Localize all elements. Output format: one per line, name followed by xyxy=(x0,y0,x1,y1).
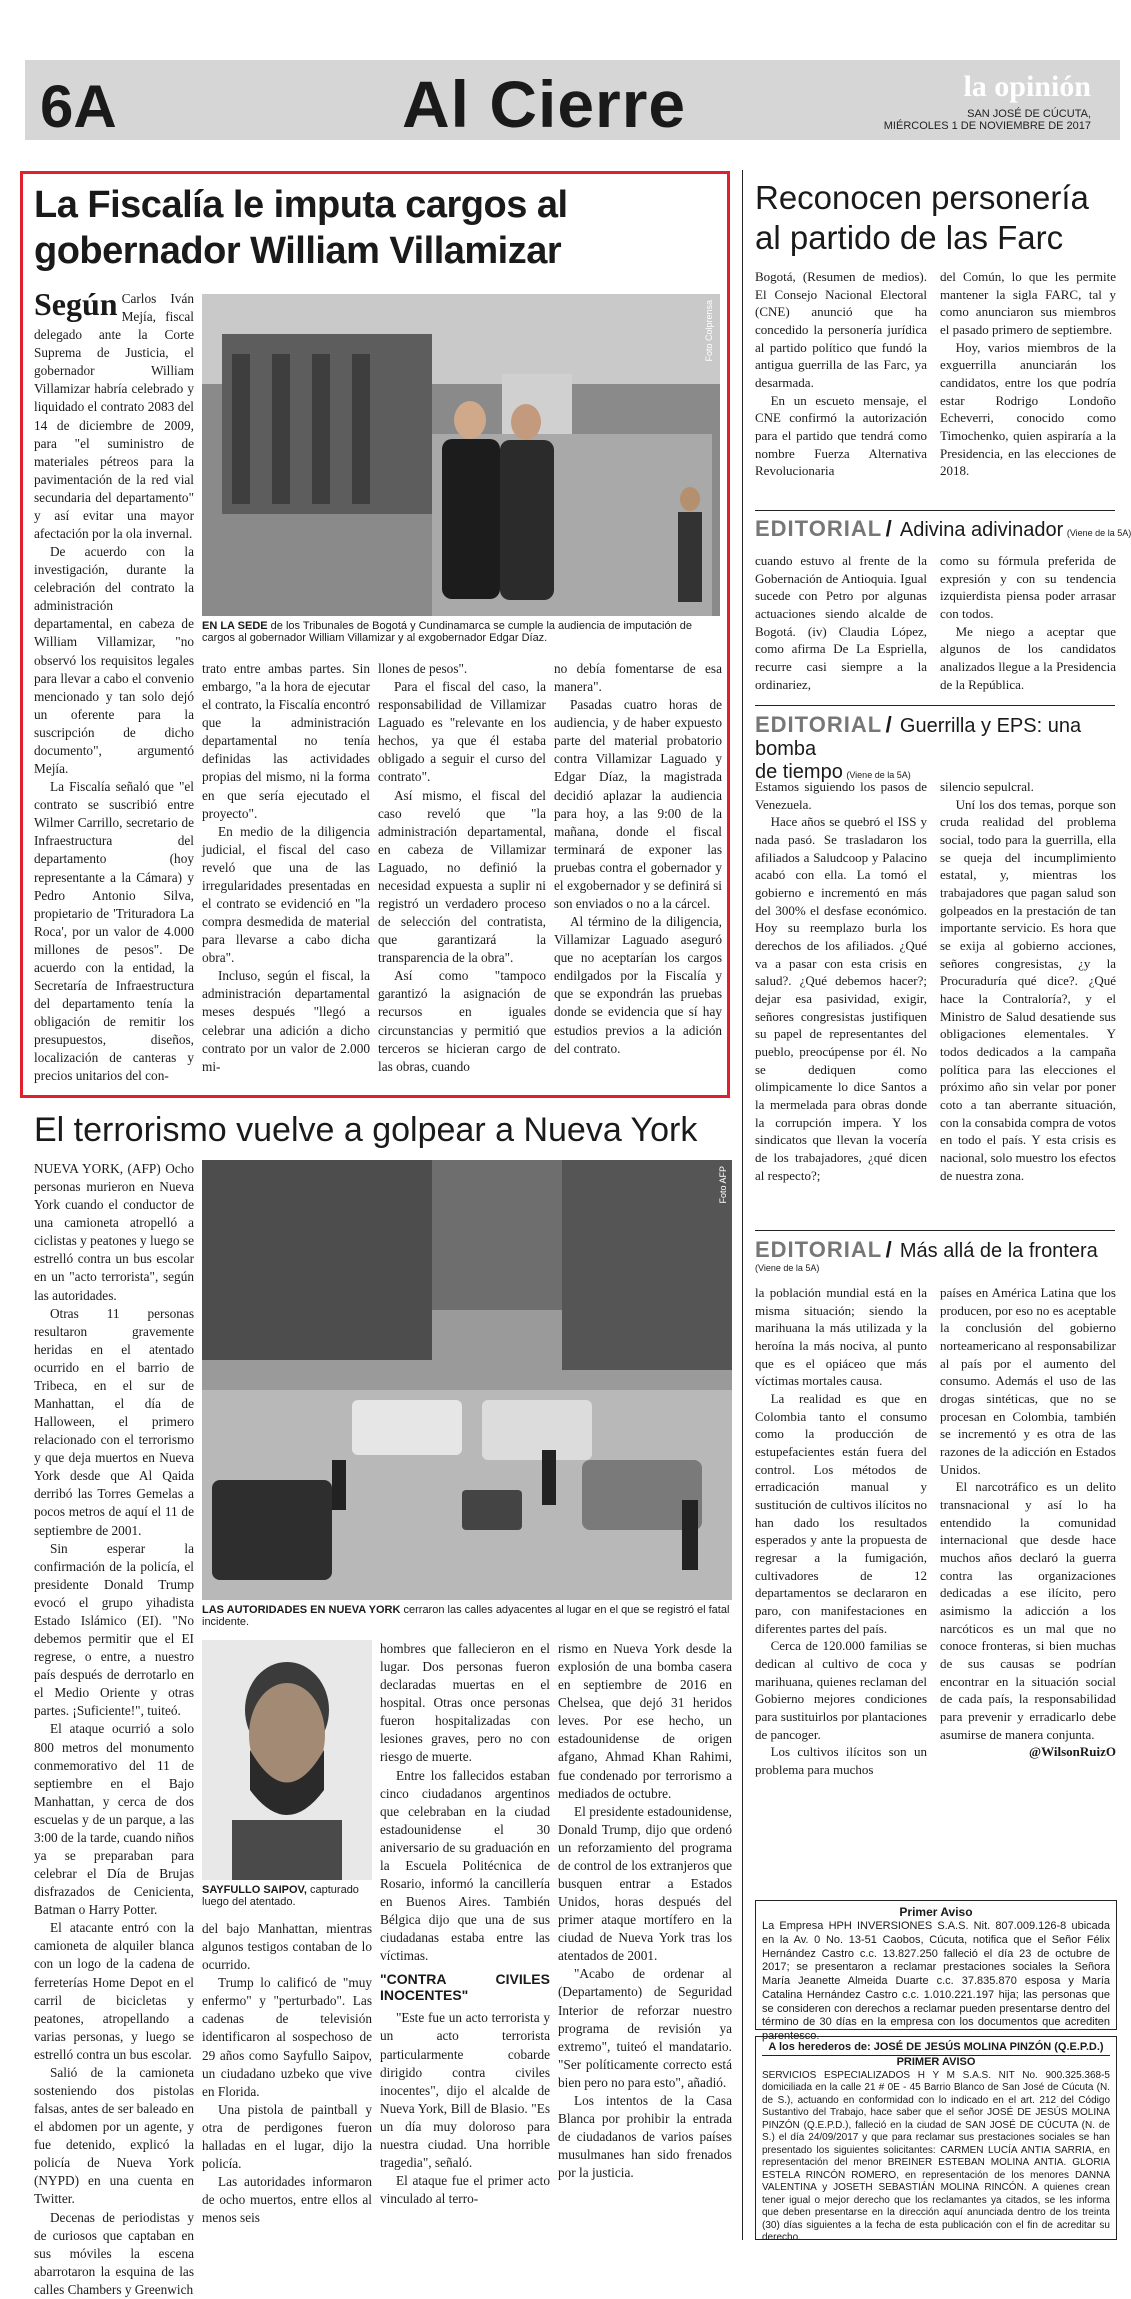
portrait-caption-bold: SAYFULLO SAIPOV, xyxy=(202,1884,307,1896)
lead-column-4 xyxy=(554,660,722,1058)
ed1-col2-para-2: Me niego a aceptar que algunos de los candidatos analizados llegue a la Presidencia de la República. xyxy=(940,623,1116,692)
ed3-col1-text: la población mundial está en la misma situación; siendo la marihuana la más utilizada y la heroína la más nociva, al punto que es el opiáceo que más víctimas mortales causa. xyxy=(755,1285,927,1389)
portrait-photo xyxy=(202,1640,372,1880)
column-divider xyxy=(742,170,743,2240)
ed2-col1-para-2: Hace años se quebró el ISS y nada pasó. Se trasladaron los afiliados a Saludcoop y Palacino acabó con ella. La tomó el gobierno e incrementó en más del 300% el desfase económico. Hoy su reemplazo burla los derechos de los afiliados. ¿Qué va a pasar con esta crisis en salud?. ¿Qué debemos hacer?; dejar esa pasividad, exigir, señores congresistas justifiquen su papel de representantes del pueblo, preocúpense por él. No se dediquen como olimpicamente lo dice Santos a la mermelada para obras donde la corrupción impera. Y los sindicatos que llevan la vocería de los trabajadores, ¿qué dicen al respecto?; xyxy=(755,814,927,1183)
ed3-rule xyxy=(755,1230,1115,1231)
lead-dropword: Según xyxy=(34,286,118,322)
lead-caption xyxy=(202,620,720,644)
lead-col4-para-2: Pasadas cuatro horas de audiencia, y de haber expuesto parte del material probatorio contra Villamizar Laguado y Edgar Díaz, la magistrada decidió aplazar la audiencia para hoy, a las 9:00 de la mañana, donde el fiscal terminará de exponer las pruebas contra el gobernador y el exgobernador y se definirá si son enviados o no a la cárcel. xyxy=(554,697,722,912)
ny-col2-para-3: Una pistola de paintball y otra de perdigones fueron halladas en el lugar, dijo la policía. xyxy=(202,2101,372,2172)
notice-box-1 xyxy=(755,1900,1117,2042)
page-number: 6A xyxy=(40,73,117,140)
notice2-body: SERVICIOS ESPECIALIZADOS H Y M S.A.S. NIT No. 900.325.368-5 domiciliada en la calle 21 # 0E - 45 Barrio Blanco de San José de Cúcuta (N. de S.), actuando en conformidad con lo indicado en el art. 212 del Código Sustantivo del Trabajo, hace saber que el señor JOSÉ DE JESÚS MOLINA PINZÓN (Q.E.P.D.), falleció en la ciudad de SAN JOSÉ DE CÚCUTA (N. de S.) el día 24/09/2017 y que para reclamar sus prestaciones sociales se han presentado los siguientes solicitantes: CARMEN LUCÍA ANTIA SARRIA, en representación del menor BREINER ESTEBAN MOLINA ANTIA. GLORIA ESTELA RINCÓN ROMERO, en representación de los menores DANNA VALENTINA y JOSETH SEBASTIÁN MOLINA RINCÓN. A quienes crean tener igual o mejor derecho que los reclamantes ya citados, se les informa que deben presentarse en la dirección aquí anunciada dentro de los treinta (30) días siguientes a la fecha de esta publicación con el fin de acreditar su derecho. xyxy=(762,2069,1110,2243)
lead-caption-text: de los Tribunales de Bogotá y Cundinamarca se cumple la audiencia de imputación de cargos al gobernador William Villamizar y al exgobernador Edgar Díaz. xyxy=(202,620,692,644)
ny-column-1 xyxy=(34,1160,194,2299)
lead-col2-para-2: En medio de la diligencia judicial, el fiscal del caso reveló que una de las irregularidades presentadas en el contrato se evidenció en "la compra desmedida de material para llevarse a cabo dicha obra". xyxy=(202,823,370,966)
lead-col2-para-3: Incluso, según el fiscal, la administración departamental meses después "llegó a celebrar una adición a dicho contrato por un valor de 2.000 mi- xyxy=(202,968,370,1074)
dateline-date: MIÉRCOLES 1 DE NOVIEMBRE DE 2017 xyxy=(883,120,1091,132)
ed1-column-1 xyxy=(755,552,927,693)
ed1-rule xyxy=(755,510,1115,511)
section-title: Al Cierre xyxy=(402,67,687,141)
ny-column-2 xyxy=(202,1920,372,2227)
ed2-column-1 xyxy=(755,778,927,1184)
dateline xyxy=(884,108,1091,132)
ny-col1-para-5: El atacante entró con la camioneta de alquiler blanca con un logo de la cadena de ferreterías Home Depot en el carril de bicicletas y peatones, atropellando a varias personas, y luego se estrelló contra un bus escolar. xyxy=(34,1920,194,2062)
farc-col2-para-2: Hoy, varios miembros de la exguerrilla anunciarán los candidatos, entre los que podría estar Rodrigo Londoño Echeverri, conocido como Timochenko, quien aspiraría a la Presidencia, en las elecciones de 2018. xyxy=(940,339,1116,479)
lead-column-3 xyxy=(378,660,546,1076)
ny-col1-para-3: Sin esperar la confirmación de la policía, el presidente Donald Trump evocó el grupo yihadista Estado Islámico (EI). "No debemos permitir que el EI regrese, o entre, a nuestro país después de derrotarlo en el Medio Oriente y otras partes. ¡Suficiente!", tuiteó. xyxy=(34,1540,194,1719)
ny-col1-para-6: Salió de la camioneta sosteniendo dos pistolas falsas, antes de ser baleado en el abdomen por un agente, y fue detenido, explicó la policía de Nueva York (NYPD) en una cuenta en Twitter. xyxy=(34,2064,194,2207)
ny-photo xyxy=(202,1160,732,1600)
lead-headline-line-1: La Fiscalía le imputa cargos al xyxy=(34,184,568,226)
ny-column-4 xyxy=(558,1640,732,2182)
ny-col1-para-2: Otras 11 personas resultaron gravemente heridas en el atentado ocurrido en el barrio de Tribeca, en el sur de Manhattan, el día de Halloween, el primero relacionado con el terrorismo y que deja muertos en Nueva York desde que Al Qaida derribó las Torres Gemelas a pocos metros de aquí el 11 de septiembre de 2001. xyxy=(34,1305,194,1538)
ny-caption-bold: LAS AUTORIDADES EN NUEVA YORK xyxy=(202,1604,401,1616)
ed2-column-2 xyxy=(940,778,1116,1184)
ny-col4-text: rismo en Nueva York desde la explosión de una bomba casera en septiembre de 2016 en Chelsea, que dejó 31 heridos leves. Por ese hecho, un estadounidense de origen afgano, Ahmad Khan Rahimi, fue condenado por terrorismo a mediados de octubre. xyxy=(558,1641,732,1801)
ed2-label: EDITORIAL xyxy=(755,712,883,737)
ed3-col2-text: países en América Latina que los producen, por eso no es aceptable la conclusión del gobierno norteamericano al responsabilizar al país por el aumento del consumo. Además el uso de las drogas sintéticas, que no se procesan en Colombia, también se incrementó y es otra de las razones de la adicción en Estados Unidos. xyxy=(940,1285,1116,1477)
farc-column-2 xyxy=(940,268,1116,480)
ed3-label: EDITORIAL xyxy=(755,1237,883,1262)
ed2-rule xyxy=(755,705,1115,706)
portrait-caption xyxy=(202,1884,372,1908)
farc-col1-text: Bogotá, (Resumen de medios). El Consejo Nacional Electoral (CNE) anunció que ha concedido la personería jurídica al partido político que fundó la antigua guerrilla de las Farc, ya desarmada. xyxy=(755,269,927,391)
lead-col2-text: trato entre ambas partes. Sin embargo, "a la hora de ejecutar el contrato, la Fiscalía encontró que la administración departamental no tenía definidas las actividades propias del mismo, ni la forma en que sería ejecutado el proyecto". xyxy=(202,661,370,821)
ny-caption xyxy=(202,1604,732,1628)
lead-col1-para-2: De acuerdo con la investigación, durante la celebración del contrato la administración departamental, en cabeza de William Villamizar, "no observó los requisitos legales para llevar a cabo el convenio mencionado y tan solo dejó un oferente para la suscripción de dicho documento", argumentó Mejía. xyxy=(34,544,194,777)
ed3-signature: @WilsonRuizO xyxy=(1029,1744,1116,1760)
ny-col1-text: NUEVA YORK, (AFP) Ocho personas murieron en Nueva York cuando el conductor de una camioneta atropelló a ciclistas y peatones y luego se estrelló contra un bus escolar en un "acto terrorista", según las autoridades. xyxy=(34,1161,194,1303)
ed2-col2-text: silencio sepulcral. xyxy=(940,779,1034,794)
ny-col3-para-4: El ataque fue el primer acto vinculado al terro- xyxy=(380,2173,550,2207)
lead-col4-text: no debía fomentarse de esa manera". xyxy=(554,661,722,695)
ny-col3-para-3: "Este fue un acto terrorista y un acto terrorista particularmente cobarde dirigido contra civiles inocentes", dijo el alcalde de Nueva York, Bill de Blasio. "Es un día muy doloroso para nuestra ciudad. Una horrible tragedia", señaló. xyxy=(380,2010,550,2171)
ed1-tag: (Viene de la 5A) xyxy=(1066,528,1131,538)
lead-col3-para-2: Para el fiscal del caso, la responsabilidad de Villamizar Laguado es "relevante en los hechos, ya que él estaba obligado a seguir el curso del contrato". xyxy=(378,679,546,785)
notice2-title: A los herederos de: JOSÉ DE JESÚS MOLINA PINZÓN (Q.E.P.D.) xyxy=(762,2041,1110,2056)
lead-col3-para-4: Así como "tampoco garantizó la asignación de recursos en iguales circunstancias y permitió que terceros se hicieran cargo de las obras, cuando xyxy=(378,968,546,1074)
lead-col3-para-3: Así mismo, el fiscal del caso reveló que "la administración departamental, en cabeza de Villamizar Laguado, no definió la necesidad expuesta a suplir ni registró un verdadero proceso de selección del contratista, que garantizará la transparencia de la obra". xyxy=(378,787,546,966)
ny-col2-para-2: Trump lo calificó de "muy enfermo" y "perturbado". Las cadenas de televisión identificaron al sospechoso de 29 años como Sayfullo Saipov, un ciudadano uzbeko que vive en Florida. xyxy=(202,1975,372,2099)
ed3-tag: (Viene de la 5A) xyxy=(755,1263,820,1274)
dateline-city: SAN JOSÉ DE CÚCUTA, xyxy=(967,108,1091,120)
notice2-subtitle: PRIMER AVISO xyxy=(896,2055,976,2068)
ed2-tag: (Viene de la 5A) xyxy=(846,770,911,781)
lead-headline-line-2: gobernador William Villamizar xyxy=(34,230,562,272)
lead-col4-para-3: Al término de la diligencia, Villamizar Laguado aseguró que no aceptarían los cargos endilgados por la Fiscalía y que se expondrán las pruebas donde se evidencia que sí hay estudios previos a la adición del contrato. xyxy=(554,914,722,1056)
ny-caption-text: cerraron las calles adyacentes al lugar en el que se registró el fatal incidente. xyxy=(202,1604,730,1628)
ny-column-3 xyxy=(380,1640,550,2208)
ny-subhead: "CONTRA CIVILES INOCENTES" xyxy=(380,1971,550,2004)
notice1-title: Primer Aviso xyxy=(899,1905,973,1919)
ed1-header: EDITORIAL / Adivina adivinador (Viene de la 5A) xyxy=(755,516,1131,541)
ny-headline: El terrorismo vuelve a golpear a Nueva York xyxy=(34,1111,698,1149)
ny-col4-para-2: El presidente estadounidense, Donald Trump, dijo que ordenó un reforzamiento del programa de control de los extranjeros que busquen entrar a Estados Unidos, horas después del primer ataque mortífero en la ciudad de Nueva York tras los atentados de 2001. xyxy=(558,1803,732,1964)
ed2-title: Guerrilla y EPS: una bomba xyxy=(755,715,1082,761)
lead-col3-text: llones de pesos". xyxy=(378,661,468,676)
ed2-header: EDITORIAL / Guerrilla y EPS: una bomba de tiempo (Viene de la 5A) xyxy=(755,712,1082,784)
ed1-col2-text: como su fórmula preferida de expresión y con su tendencia izquierdista piensa poder arrasar con todos. xyxy=(940,553,1116,622)
ed3-column-2 xyxy=(940,1284,1116,1761)
newspaper-logo: la opinión xyxy=(963,70,1091,103)
farc-col1-para-2: En un escueto mensaje, el CNE confirmó la autorización para el partido que tendrá como nombre Fuerza Alternativa Revolucionaria xyxy=(755,392,927,479)
ed3-header: EDITORIAL / Más allá de la frontera (Viene de la 5A) xyxy=(755,1237,1115,1273)
lead-column-1 xyxy=(34,286,194,1085)
ed3-col2-para-2: El narcotráfico es un delito transnacional y así lo ha entendido la comunidad internacional que desde hace muchos años declaró la guerra contra las organizaciones dedicadas a ese ilícito, pero asimismo la adicción a los narcóticos es un mal que no conoce fronteras, si bien muchas de sus causas se podrían encontrar en la situación social de cada país, la responsabilidad para prevenir y erradicarlo debe asumirse de manera conjunta. xyxy=(940,1479,1116,1742)
farc-column-1 xyxy=(755,268,927,480)
ed3-column-1 xyxy=(755,1284,927,1779)
farc-headline-line-1: Reconocen personería xyxy=(755,179,1089,216)
lead-col1-text: Carlos Iván Mejía, fiscal delegado ante la Corte Suprema de Justicia, el gobernador William Villamizar habría celebrado y liquidado el contrato 2083 del 14 de diciembre de 2009, para "el suministro de materiales pétreos para la pavimentación de la red vial secundaria del departamento" y así evitar una mayor afectación por la ola invernal. xyxy=(34,291,194,542)
ny-col2-text: del bajo Manhattan, mientras algunos testigos contaban de lo ocurrido. xyxy=(202,1921,372,1973)
ny-col1-para-7: Decenas de periodistas y de curiosos que captaban en sus móviles la escena abarrotaron la esquina de las calles Chambers y Greenwich xyxy=(34,2209,194,2297)
ny-col3-para-2: Entre los fallecidos estaban cinco ciudadanos argentinos que celebraban en la ciudad estadounidense el 30 aniversario de su graduación en la Escuela Politécnica de Rosario, informó la cancillería en Buenos Aires. También Bélgica dijo que una de sus ciudadanas estaba entre las víctimas. xyxy=(380,1767,550,1964)
farc-headline xyxy=(755,178,1115,258)
ny-col4-para-3: "Acabo de ordenar al (Departamento) de Seguridad Interior de reforzar nuestro programa de revisión ya extremo", tuiteó el mandatario. "Ser políticamente correcto está bien pero no para esto", añadió. xyxy=(558,1966,732,2090)
lead-caption-bold: EN LA SEDE xyxy=(202,620,268,632)
ny-col4-para-4: Los intentos de la Casa Blanca por prohibir la entrada de ciudadanos de varios países musulmanes han sido frenados por la justicia. xyxy=(558,2092,732,2181)
portrait-image xyxy=(202,1640,372,1880)
ny-photo-credit: Foto AFP xyxy=(718,1166,728,1204)
ed1-column-2 xyxy=(940,552,1116,693)
ed2-col2-para-2: Uní los dos temas, porque son cruda realidad del problema social, todo para la guerrilla, ella se queja del incumplimiento estatal, y, mientras los trabajadores que pagan salud son golpeados en la prestación de tan importante servicio. Es hora que se exija al gobierno acciones, señores congresistas, ¿y la Procuraduría qué dice?. ¿Qué hace la Contraloría?, y el Ministro de Salud desatiende sus obligaciones elementales. Y todos dedicados a la campaña política para las elecciones el próximo año sin velar por poner coto a tan aberrante situación, con la consabida compra de votos en todo el país. Y esta crisis es nacional, solo muestro los efectos de nuestra zona. xyxy=(940,796,1116,1183)
lead-headline xyxy=(34,182,724,274)
farc-headline-line-2: al partido de las Farc xyxy=(755,219,1064,256)
ed1-label: EDITORIAL xyxy=(755,516,883,541)
portrait-caption-text: capturado luego del atentado. xyxy=(202,1884,359,1908)
ed1-col1-text: cuando estuvo al frente de la Gobernación de Antioquia. Igual sucede con Petro por algunas actuaciones siendo alcalde de Bogotá. (iv) Claudia López, como afirma De La Espriella, recurre casi siempre a la ordinariez, xyxy=(755,553,927,692)
lead-photo-credit: Foto Colprensa xyxy=(704,300,714,362)
ny-col3-text: hombres que fallecieron en el lugar. Dos personas fueron declaradas muertas en el hospital. Otras once personas fueron hospitalizadas con lesiones graves, pero no con riesgo de muerte. xyxy=(380,1641,550,1765)
notice-box-2 xyxy=(755,2036,1117,2243)
ny-col1-para-4: El ataque ocurrió a solo 800 metros del monumento conmemorativo del 11 de septiembre en el Bajo Manhattan, y cerca de dos escuelas y de un parque, a las 3:00 de la tarde, cuando niños ya se preparaban para celebrar el Día de Brujas disfrazados de Cenicienta, Batman o Harry Potter. xyxy=(34,1721,194,1918)
ed2-title-line-2: de tiempo xyxy=(755,761,843,784)
lead-photo-image xyxy=(202,294,720,616)
ed3-title: Más allá de la frontera xyxy=(899,1240,1098,1262)
notice1-body: La Empresa HPH INVERSIONES S.A.S. Nit. 807.009.126-8 ubicada en la Av. 0 No. 13-51 Caobos, Cúcuta, notifica que el Señor Félix Hernández Castro c.c. 13.827.250 falleció el día 23 de octubre de 2017; se presentaron a reclamar prestaciones sociales la Señora María Jeanette Almeida Duarte c.c. 37.835.870 esposa y María Catalina Hernández Castro c.c. 1.010.221.197 hija; las personas que se consideren con derechos a reclamar pueden presentarse dentro del término de 30 días en la empresa con los documentos que acrediten parentesco. xyxy=(762,1920,1110,2042)
lead-col1-para-3: La Fiscalía señaló que "el contrato se suscribió entre Wilmer Carrillo, secretario de Infraestructura del departamento (hoy representante a la Cámara) y Pedro Antonio Silva, propietario de 'Trituradora La Roca', por un valor de 4.000 millones de pesos". De acuerdo con la entidad, la Secretaría de Infraestructura del departamento tenía la obligación de remitir los presupuestos, diseños, localización de canteras y precios unitarios del con- xyxy=(34,779,194,1084)
lead-photo xyxy=(202,294,720,616)
ny-col2-para-4: Las autoridades informaron de ocho muertos, entre ellos al menos seis xyxy=(202,2174,372,2226)
ed3-col1-para-3: Cerca de 120.000 familias se dedican al cultivo de coca y marihuana, quienes reclaman del Gobierno mejores condiciones para sustituirlos por plantaciones de pancoger. xyxy=(755,1638,927,1742)
farc-col2-text: del Común, lo que les permite mantener la sigla FARC, tal y como anunciaron sus miembros el pasado primero de septiembre. xyxy=(940,269,1116,338)
ed2-col1-text: Estamos siguiendo los pasos de Venezuela. xyxy=(755,779,927,812)
ed3-col1-para-4: Los cultivos ilícitos son un problema para muchos xyxy=(755,1744,927,1778)
ed3-col1-para-2: La realidad es que en Colombia tanto el consumo como la producción de estupefacientes están fuera del control. Los métodos de erradicación manual y sustitución de cultivos ilícitos no han dado los resultados esperados y ante la propuesta de regresar a la fumigación, cultivadores de 12 departamentos se declararon en paro, con manifestaciones en diferentes partes del país. xyxy=(755,1391,927,1636)
ny-photo-image xyxy=(202,1160,732,1600)
ed1-title: Adivina adivinador xyxy=(899,519,1064,541)
page-header xyxy=(0,0,1131,150)
lead-column-2 xyxy=(202,660,370,1076)
